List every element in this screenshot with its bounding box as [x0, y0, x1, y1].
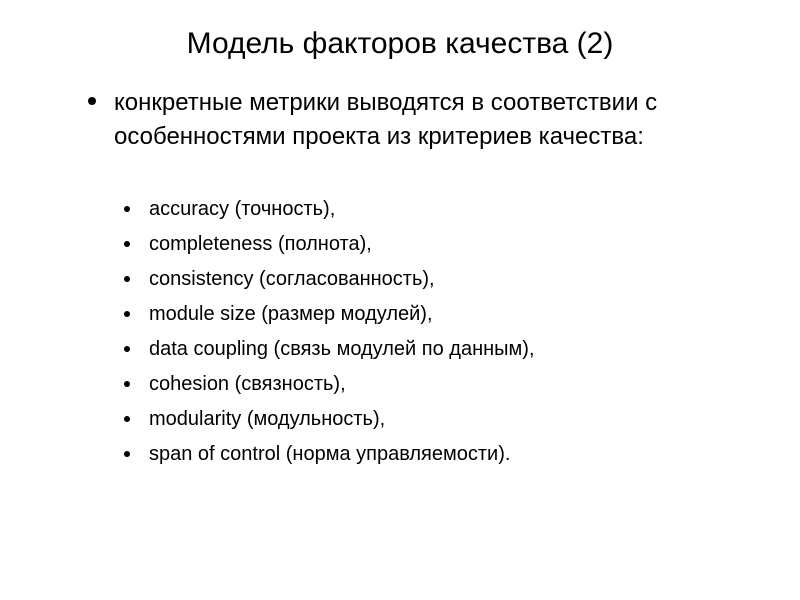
criteria-list [124, 195, 764, 475]
list-item [124, 300, 764, 335]
bullet-dot-icon [124, 451, 130, 457]
list-item [124, 230, 764, 265]
list-item [124, 335, 764, 370]
main-bullet [88, 86, 748, 154]
slide-title: Модель факторов качества (2) [186, 27, 614, 60]
list-item-text: modularity (модульность), [149, 408, 386, 430]
list-item-text: accuracy (точность), [149, 198, 336, 220]
bullet-dot-icon [124, 241, 130, 247]
list-item-text: cohesion (связность), [149, 373, 346, 395]
bullet-dot-icon [124, 346, 130, 352]
list-item [124, 370, 764, 405]
bullet-dot-icon [88, 97, 96, 105]
bullet-dot-icon [124, 311, 130, 317]
list-item [124, 265, 764, 300]
list-item-text: span of control (норма управляемости). [149, 443, 511, 465]
bullet-dot-icon [124, 416, 130, 422]
list-item-text: completeness (полнота), [149, 233, 372, 255]
main-bullet-text: конкретные метрики выводятся в соответствии с особенностями проекта из критериев качества: [114, 89, 658, 150]
list-item-text: module size (размер модулей), [149, 303, 433, 325]
list-item [124, 405, 764, 440]
list-item [124, 195, 764, 230]
bullet-dot-icon [124, 206, 130, 212]
list-item-text: data coupling (связь модулей по данным), [149, 338, 535, 360]
bullet-dot-icon [124, 381, 130, 387]
list-item-text: consistency (согласованность), [149, 268, 435, 290]
bullet-dot-icon [124, 276, 130, 282]
list-item [124, 440, 764, 475]
